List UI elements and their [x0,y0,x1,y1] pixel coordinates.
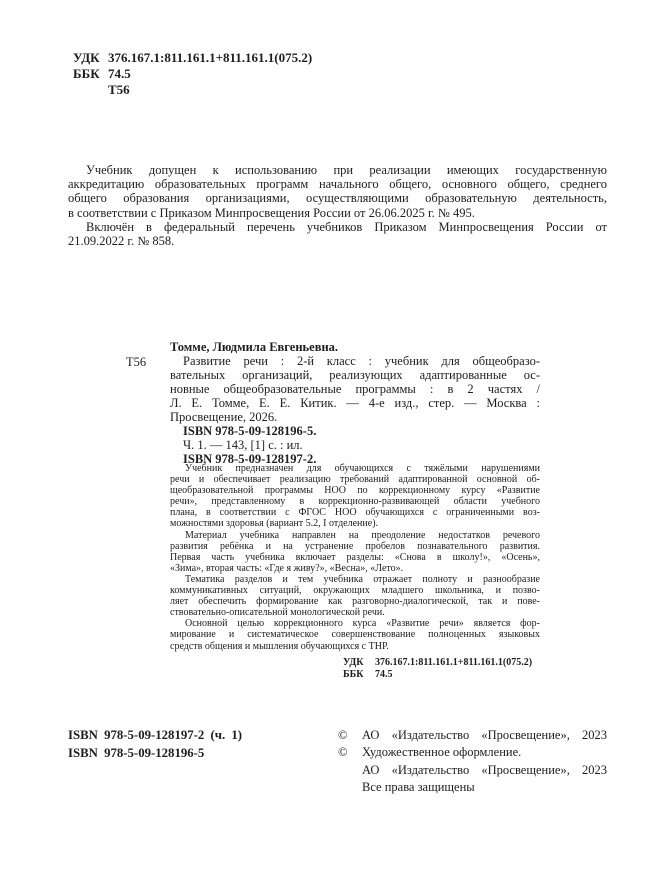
text-line: плана, в соответствии с ФГОС НОО обучающихся с ограниченными воз- [170,507,540,519]
text-line: Учебник предназначен для обучающихся с тяжёлыми нарушениями [185,463,540,474]
udk-row-bottom [343,657,532,669]
annotation-text [170,463,540,652]
text-line: щеобразовательной программы НОО по коррекционному курсу «Развитие [170,485,540,497]
paragraph [170,574,540,618]
bbk-row-bottom [343,669,532,681]
copyright-text: АО «Издательство «Просвещение», 2023 [362,728,607,742]
copyright-row [338,727,607,744]
text-line: мирование и систематическое совершенствование полноценных языковых [170,629,540,641]
bbk-row [73,66,312,82]
text-line: Включён в федеральный перечень учебников Приказом Минпросвещения России от [86,219,607,234]
text-line: Первая часть учебника включает разделы: «Снова в школу!», «Осень», [170,551,540,563]
author-heading: Томме, Людмила Евгеньевна. [170,340,339,354]
copyright-row [338,762,607,779]
text-line: ствовательно-описательной монологической речи. [170,607,385,619]
udk-label: УДК [73,50,100,65]
text-line: 21.09.2022 г. № 858. [68,234,175,249]
text-line: речи и обеспечивает реализацию требований адаптированной основной об- [170,474,540,486]
isbn-part-line: ISBN 978-5-09-128197-2. [183,452,317,466]
bbk-label-bottom: ББК [343,668,364,680]
paragraph [170,463,540,530]
top-classification-codes [73,50,312,98]
bottom-classification-codes [343,657,532,680]
copyright-symbol: © [338,728,348,742]
isbn-edition-line: ISBN 978-5-09-128196-5. [183,424,317,438]
bibliographic-description [170,354,540,424]
bbk-value-bottom: 74.5 [375,668,393,680]
text-line: речи», представленному в коррекционно-развивающей области учебного [170,496,540,508]
text-line: коммуникативных ситуаций, окружающих младшего школьника, и позво- [170,585,540,597]
text-line: можностями здоровья (вариант 5.2, I отделение). [170,518,379,530]
footer-copyright-block [338,727,607,797]
text-line: новные общеобразовательные программы : в 2 частях / [170,382,540,396]
paragraph [170,354,540,424]
text-line: аккредитацию образовательных программ начального общего, основного общего, среднего [68,177,607,192]
paragraph [68,163,607,220]
udk-value-bottom: 376.167.1:811.161.1+811.161.1(075.2) [375,657,533,668]
text-line: Л. Е. Томме, Е. Е. Китик. — 4-е изд., стер. — Москва : [170,396,540,410]
cip-author-code: Т56 [126,355,147,369]
text-line: средств общения и мышления обучающихся с ТНР. [170,640,389,652]
copyright-symbol [338,779,362,796]
text-line: Материал учебника направлен на преодоление недостатков речевого [185,529,540,541]
paragraph [170,530,540,574]
author-code-value: Т56 [108,82,130,97]
paragraph [68,220,607,248]
copyright-row [338,744,607,761]
paragraph [170,618,540,651]
copyright-symbol [338,762,362,779]
text-line: Просвещение, 2026. [170,410,278,424]
udk-row [73,50,312,66]
copyright-text: Художественное оформление. [362,745,522,760]
udk-label-bottom: УДК [343,657,364,668]
copyright-row [338,779,607,796]
copyright-symbol: © [338,745,348,760]
cip-catalog-card [170,340,540,466]
udk-value: 376.167.1:811.161.1+811.161.1(075.2) [108,50,313,65]
text-line: Тематика разделов и тем учебника отражает полноту и разнообразие [185,573,540,585]
text-line: ляет обеспечить формирование как разговорно-диалогической, так и пове- [170,596,540,608]
text-line: «Зима», вторая часть: «Где я живу?», «Весна», «Лето». [170,562,404,574]
author-code-row [73,82,312,98]
text-line: вательных организаций, реализующих адаптированные ос- [170,368,540,382]
text-line: Основной целью коррекционного курса «Развитие речи» является фор- [185,618,540,630]
bbk-label: ББК [73,66,100,81]
isbn-part1-line: ISBN 978-5-09-128197-2 (ч. 1) [68,728,243,742]
isbn-set-line: ISBN 978-5-09-128196-5 [68,745,205,760]
footer-isbn-block [68,727,242,762]
text-line: общего образования организациями, осуществляющими образовательную деятельность, [68,191,607,206]
text-line: Развитие речи : 2-й класс : учебник для общеобразо- [183,354,540,368]
admission-notice [68,163,607,248]
text-line: развития ребёнка и на устранение пробелов познавательного развития. [170,540,540,552]
text-line: Учебник допущен к использованию при реализации имеющих государственную [86,163,607,177]
bbk-value: 74.5 [108,66,131,81]
copyright-text: Все права защищены [362,780,475,795]
copyright-text: АО «Издательство «Просвещение», 2023 [362,762,607,777]
text-line: в соответствии с Приказом Минпросвещения России от 26.06.2025 г. № 495. [68,205,475,220]
part-statement-line: Ч. 1. — 143, [1] с. : ил. [183,438,303,452]
